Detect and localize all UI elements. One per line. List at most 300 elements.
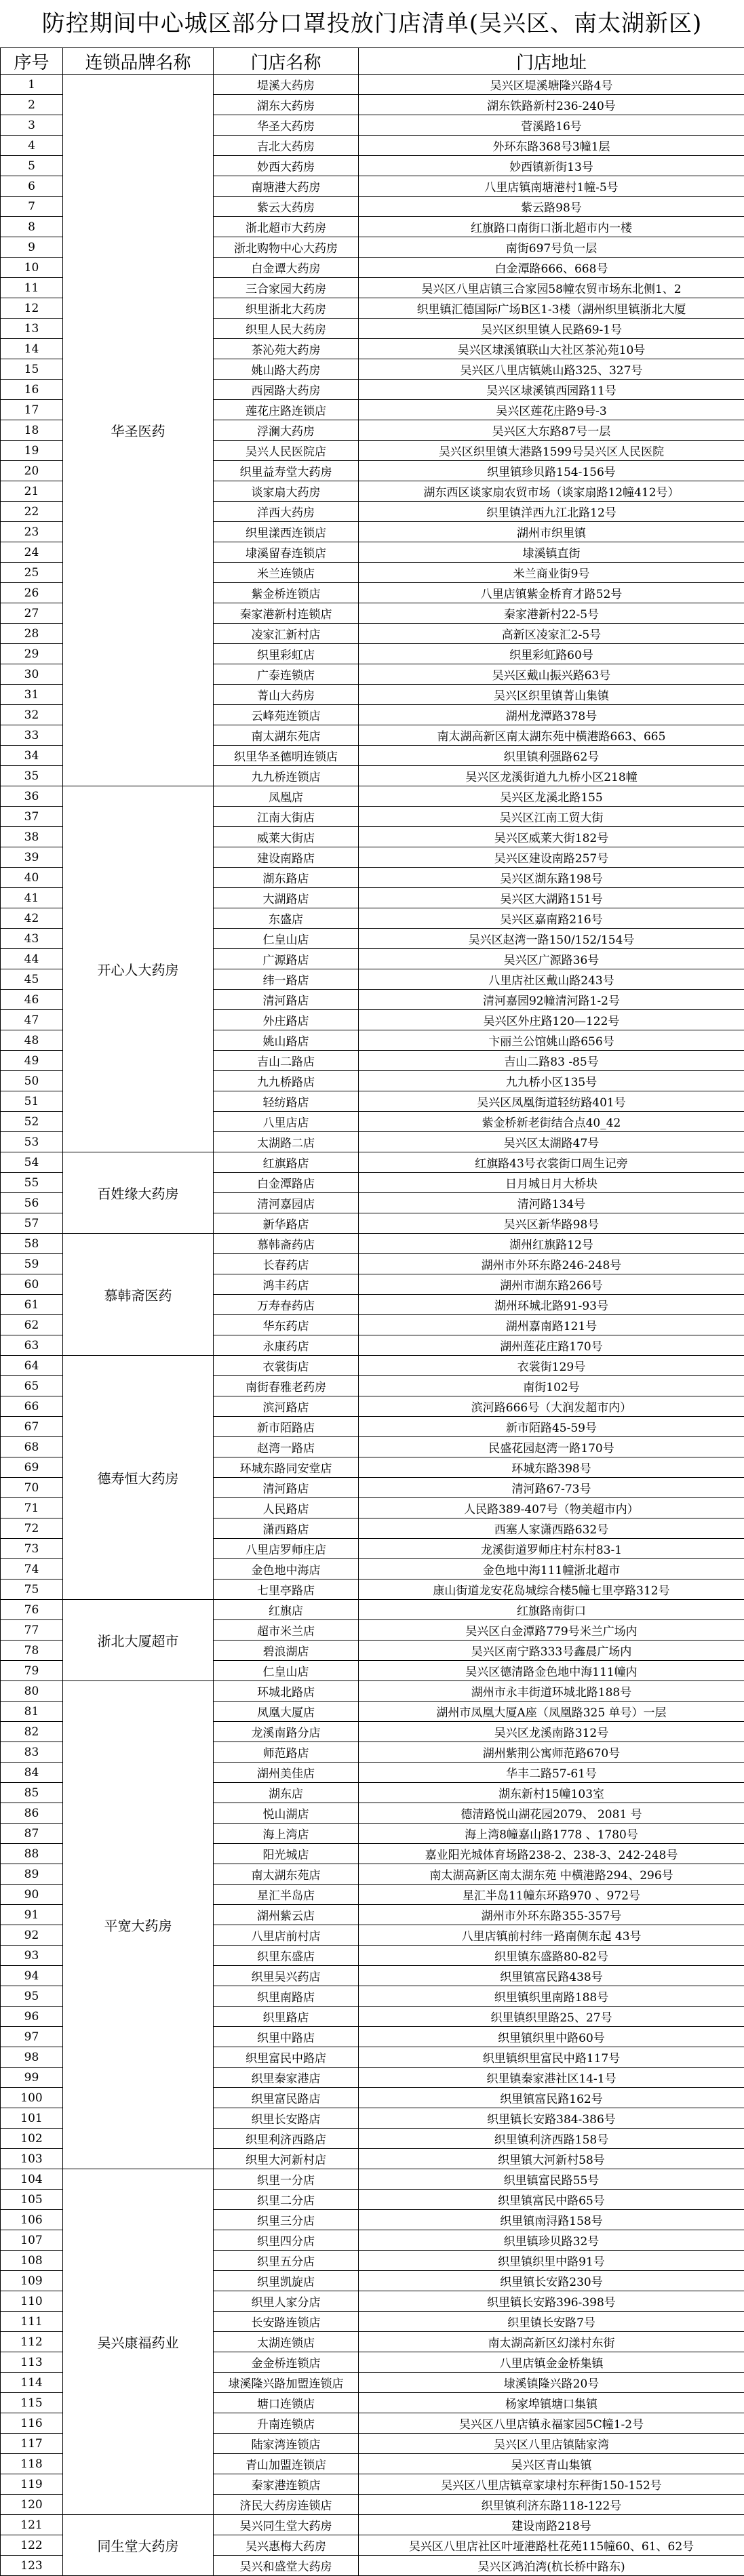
store-address: 织里镇大河新村58号 [359, 2149, 744, 2169]
store-address: 吴兴区大东路87号一层 [359, 420, 744, 441]
store-address: 吴兴区龙溪街道九九桥小区218幢 [359, 766, 744, 786]
store-address: 建设南路218号 [359, 2515, 744, 2535]
store-name: 妙西大药房 [214, 156, 359, 176]
store-address: 织里镇富民路55号 [359, 2169, 744, 2190]
store-name: 清河路店 [214, 1478, 359, 1498]
store-address: 织里镇珍贝路32号 [359, 2230, 744, 2251]
row-seq: 96 [1, 2007, 63, 2027]
store-address: 华丰二路57-61号 [359, 1763, 744, 1783]
store-name: 鸿丰药店 [214, 1274, 359, 1295]
store-address: 吴兴区堤溪塘隆兴路4号 [359, 75, 744, 95]
store-name: 碧浪湖店 [214, 1641, 359, 1661]
store-name: 海上湾店 [214, 1824, 359, 1844]
row-seq: 31 [1, 685, 63, 705]
store-name: 茶沁苑大药房 [214, 339, 359, 359]
brand-cell: 华圣医药 [63, 75, 214, 786]
store-name: 云峰苑连锁店 [214, 705, 359, 725]
store-address: 吴兴区八里店社区叶垭港路杜花苑115幢60、61、62号 [359, 2535, 744, 2556]
store-name: 吉北大药房 [214, 136, 359, 156]
row-seq: 35 [1, 766, 63, 786]
row-seq: 106 [1, 2210, 63, 2230]
store-name: 织里吴兴药店 [214, 1966, 359, 1986]
row-seq: 25 [1, 563, 63, 583]
store-name: 仁皇山店 [214, 1661, 359, 1681]
store-name: 秦家港新村连锁店 [214, 603, 359, 624]
store-name: 济民大药房连锁店 [214, 2495, 359, 2515]
brand-cell: 德寿恒大药房 [63, 1356, 214, 1600]
store-name: 师范路店 [214, 1742, 359, 1763]
row-seq: 66 [1, 1396, 63, 1417]
store-name: 白金潭路店 [214, 1173, 359, 1193]
store-name: 建设南路店 [214, 847, 359, 868]
store-name: 白金谭大药房 [214, 258, 359, 278]
store-address: 织里镇织里富民中路117号 [359, 2047, 744, 2068]
store-name: 八里店罗师庄店 [214, 1539, 359, 1559]
store-address: 杨家埠镇塘口集镇 [359, 2393, 744, 2413]
row-seq: 14 [1, 339, 63, 359]
header-row [1, 48, 744, 75]
store-address: 吴兴区德清路金色地中海111幢内 [359, 1661, 744, 1681]
store-table [0, 47, 744, 2576]
store-name: 织里东盛店 [214, 1946, 359, 1966]
row-seq: 3 [1, 115, 63, 136]
store-address: 织里镇织里中路60号 [359, 2027, 744, 2047]
store-address: 织里镇富民路438号 [359, 1966, 744, 1986]
store-address: 康山街道龙安花岛城综合楼5幢七里亭路312号 [359, 1579, 744, 1600]
row-seq: 109 [1, 2271, 63, 2291]
store-address: 吴兴区广源路36号 [359, 949, 744, 969]
store-address: 德清路悦山湖花园2079、 2081 号 [359, 1803, 744, 1824]
page-title: 防控期间中心城区部分口罩投放门店清单(吴兴区、南太湖新区) [0, 0, 744, 47]
store-address: 红旗路口南街口浙北超市内一楼 [359, 217, 744, 237]
row-seq: 80 [1, 1681, 63, 1702]
row-seq: 94 [1, 1966, 63, 1986]
row-seq: 17 [1, 400, 63, 420]
store-address: 织里镇织里中路91号 [359, 2251, 744, 2271]
store-address: 紫云路98号 [359, 197, 744, 217]
store-address: 秦家港新村22-5号 [359, 603, 744, 624]
row-seq: 123 [1, 2556, 63, 2576]
store-address: 白金潭路666、668号 [359, 258, 744, 278]
store-name: 南太湖东苑店 [214, 725, 359, 746]
row-seq: 29 [1, 644, 63, 664]
row-seq: 84 [1, 1763, 63, 1783]
row-seq: 38 [1, 827, 63, 847]
brand-cell: 百姓缘大药房 [63, 1152, 214, 1234]
store-name: 塘口连锁店 [214, 2393, 359, 2413]
store-name: 织里长安路店 [214, 2108, 359, 2129]
row-seq: 33 [1, 725, 63, 746]
row-seq: 54 [1, 1152, 63, 1173]
store-address: 清河路67-73号 [359, 1478, 744, 1498]
store-address: 九九桥小区135号 [359, 1071, 744, 1091]
row-seq: 61 [1, 1295, 63, 1315]
store-name: 织里秦家港店 [214, 2068, 359, 2088]
store-name: 凌家汇新村店 [214, 624, 359, 644]
store-name: 西园路大药房 [214, 380, 359, 400]
store-address: 衣裳街129号 [359, 1356, 744, 1376]
row-seq: 120 [1, 2495, 63, 2515]
store-name: 秦家港连锁店 [214, 2474, 359, 2495]
row-seq: 6 [1, 176, 63, 197]
row-seq: 50 [1, 1071, 63, 1091]
row-seq: 103 [1, 2149, 63, 2169]
store-address: 八里店镇南塘港村1幢-5号 [359, 176, 744, 197]
row-seq: 28 [1, 624, 63, 644]
store-address: 织里镇长安路396-398号 [359, 2291, 744, 2312]
row-seq: 58 [1, 1234, 63, 1254]
store-name: 环城东路同安堂店 [214, 1457, 359, 1478]
store-address: 湖东铁路新村236-240号 [359, 95, 744, 115]
store-name: 轻纺路店 [214, 1091, 359, 1112]
row-seq: 95 [1, 1986, 63, 2007]
row-seq: 115 [1, 2393, 63, 2413]
table-row [1, 1356, 744, 1376]
store-name: 织里凯旋店 [214, 2271, 359, 2291]
store-name: 赵湾一路店 [214, 1437, 359, 1457]
store-name: 纬一路店 [214, 969, 359, 990]
row-seq: 105 [1, 2190, 63, 2210]
row-seq: 73 [1, 1539, 63, 1559]
row-seq: 121 [1, 2515, 63, 2535]
store-name: 洋西大药房 [214, 502, 359, 522]
store-name: 织里富民中路店 [214, 2047, 359, 2068]
row-seq: 13 [1, 319, 63, 339]
store-address: 吴兴区织里镇人民路69-1号 [359, 319, 744, 339]
store-name: 织里五分店 [214, 2251, 359, 2271]
row-seq: 48 [1, 1030, 63, 1051]
store-address: 吴兴区太湖路47号 [359, 1132, 744, 1152]
table-row [1, 1681, 744, 1702]
store-name: 湖东店 [214, 1783, 359, 1803]
store-name: 太湖路二店 [214, 1132, 359, 1152]
row-seq: 63 [1, 1335, 63, 1356]
store-address: 织里镇利济西路158号 [359, 2129, 744, 2149]
store-address: 南太湖高新区南太湖东苑 中横港路294、296号 [359, 1864, 744, 1885]
store-address: 吴兴区凤凰街道轻纺路401号 [359, 1091, 744, 1112]
store-name: 菁山大药房 [214, 685, 359, 705]
store-name: 龙溪南路分店 [214, 1722, 359, 1742]
store-address: 吴兴区织里镇大港路1599号吴兴区人民医院 [359, 441, 744, 461]
store-name: 织里二分店 [214, 2190, 359, 2210]
row-seq: 98 [1, 2047, 63, 2068]
store-name: 悦山湖店 [214, 1803, 359, 1824]
row-seq: 99 [1, 2068, 63, 2088]
store-address: 妙西镇新街13号 [359, 156, 744, 176]
store-name: 环城北路店 [214, 1681, 359, 1702]
store-address: 湖州市凤凰大厦A座（凤凰路325 单号）一层 [359, 1702, 744, 1722]
row-seq: 19 [1, 441, 63, 461]
store-address: 新市陌路45-59号 [359, 1417, 744, 1437]
store-table-body [1, 75, 744, 2576]
store-address: 八里店镇前村纬一路南侧东起 43号 [359, 1925, 744, 1946]
store-name: 仁皇山店 [214, 929, 359, 949]
store-name: 金色地中海店 [214, 1559, 359, 1579]
row-seq: 69 [1, 1457, 63, 1478]
row-seq: 18 [1, 420, 63, 441]
store-address: 高新区凌家汇2-5号 [359, 624, 744, 644]
store-address: 外环东路368号3幢1层 [359, 136, 744, 156]
store-name: 清河路店 [214, 990, 359, 1010]
row-seq: 119 [1, 2474, 63, 2495]
row-seq: 87 [1, 1824, 63, 1844]
row-seq: 65 [1, 1376, 63, 1396]
row-seq: 86 [1, 1803, 63, 1824]
store-name: 南街春雅老药房 [214, 1376, 359, 1396]
row-seq: 47 [1, 1010, 63, 1030]
table-row [1, 1234, 744, 1254]
row-seq: 91 [1, 1905, 63, 1925]
store-name: 织里彩虹店 [214, 644, 359, 664]
store-address: 织里镇富民中路65号 [359, 2190, 744, 2210]
store-name: 堤溪大药房 [214, 75, 359, 95]
row-seq: 57 [1, 1213, 63, 1234]
row-seq: 67 [1, 1417, 63, 1437]
store-address: 织里镇织里南路188号 [359, 1986, 744, 2007]
store-address: 湖州嘉南路121号 [359, 1315, 744, 1335]
row-seq: 89 [1, 1864, 63, 1885]
row-seq: 82 [1, 1722, 63, 1742]
store-name: 三合家园大药房 [214, 278, 359, 298]
store-address: 湖州市外环东路355-357号 [359, 1905, 744, 1925]
store-address: 吴兴区白金潭路779号米兰广场内 [359, 1620, 744, 1641]
row-seq: 68 [1, 1437, 63, 1457]
store-address: 吴兴区大湖路151号 [359, 888, 744, 908]
store-address: 吴兴区埭溪镇西园路11号 [359, 380, 744, 400]
store-address: 民盛花园赵湾一路170号 [359, 1437, 744, 1457]
store-name: 姚山路店 [214, 1030, 359, 1051]
row-seq: 51 [1, 1091, 63, 1112]
store-name: 紫云大药房 [214, 197, 359, 217]
row-seq: 52 [1, 1112, 63, 1132]
row-seq: 62 [1, 1315, 63, 1335]
store-address: 红旗路43号衣裳街口周生记旁 [359, 1152, 744, 1173]
row-seq: 23 [1, 522, 63, 542]
store-name: 衣裳街店 [214, 1356, 359, 1376]
store-name: 吉山二路店 [214, 1051, 359, 1071]
store-name: 织里南路店 [214, 1986, 359, 2007]
row-seq: 92 [1, 1925, 63, 1946]
store-address: 吴兴区织里镇菁山集镇 [359, 685, 744, 705]
store-address: 织里镇珍贝路154-156号 [359, 461, 744, 481]
row-seq: 26 [1, 583, 63, 603]
row-seq: 40 [1, 868, 63, 888]
row-seq: 24 [1, 542, 63, 563]
store-address: 织里镇富民路162号 [359, 2088, 744, 2108]
store-name: 织里四分店 [214, 2230, 359, 2251]
store-address: 吉山二路83 -85号 [359, 1051, 744, 1071]
table-row [1, 786, 744, 807]
row-seq: 75 [1, 1579, 63, 1600]
store-name: 浮澜大药房 [214, 420, 359, 441]
store-address: 南太湖高新区南太湖东苑中横港路663、665 [359, 725, 744, 746]
store-address: 湖州环城北路91-93号 [359, 1295, 744, 1315]
store-name: 织里中路店 [214, 2027, 359, 2047]
store-address: 吴兴区赵湾一路150/152/154号 [359, 929, 744, 949]
store-address: 日月城日月大桥块 [359, 1173, 744, 1193]
store-address: 海上湾8幢嘉山路1778 、1780号 [359, 1824, 744, 1844]
store-address: 湖州市织里镇 [359, 522, 744, 542]
store-name: 华圣大药房 [214, 115, 359, 136]
store-name: 织里三分店 [214, 2210, 359, 2230]
store-name: 星汇半岛店 [214, 1885, 359, 1905]
store-name: 吴兴人民医院店 [214, 441, 359, 461]
row-seq: 111 [1, 2312, 63, 2332]
header-brand: 连锁品牌名称 [63, 48, 214, 75]
store-name: 吴兴惠梅大药房 [214, 2535, 359, 2556]
row-seq: 46 [1, 990, 63, 1010]
row-seq: 22 [1, 502, 63, 522]
row-seq: 76 [1, 1600, 63, 1620]
row-seq: 77 [1, 1620, 63, 1641]
store-name: 织里益寿堂大药房 [214, 461, 359, 481]
store-address: 人民路389-407号（物美超市内） [359, 1498, 744, 1518]
store-address: 南街102号 [359, 1376, 744, 1396]
row-seq: 43 [1, 929, 63, 949]
store-address: 菅溪路16号 [359, 115, 744, 136]
store-address: 吴兴区八里店镇三合家园58幢农贸市场东北侧1、2 [359, 278, 744, 298]
table-row [1, 2169, 744, 2190]
row-seq: 90 [1, 1885, 63, 1905]
store-name: 湖州美佳店 [214, 1763, 359, 1783]
store-address: 吴兴区龙溪北路155 [359, 786, 744, 807]
store-address: 织里镇织里路25、27号 [359, 2007, 744, 2027]
store-name: 潇西路店 [214, 1518, 359, 1539]
row-seq: 100 [1, 2088, 63, 2108]
row-seq: 41 [1, 888, 63, 908]
store-address: 八里店镇紫金桥育才路52号 [359, 583, 744, 603]
store-address: 吴兴区新华路98号 [359, 1213, 744, 1234]
store-name: 滨河路店 [214, 1396, 359, 1417]
store-address: 湖州红旗路12号 [359, 1234, 744, 1254]
store-name: 东盛店 [214, 908, 359, 929]
store-address: 卞丽兰公馆姚山路656号 [359, 1030, 744, 1051]
brand-cell: 慕韩斋医药 [63, 1234, 214, 1356]
store-address: 吴兴区外庄路120—122号 [359, 1010, 744, 1030]
store-name: 长安路连锁店 [214, 2312, 359, 2332]
table-row [1, 2515, 744, 2535]
row-seq: 81 [1, 1702, 63, 1722]
table-row [1, 1152, 744, 1173]
store-name: 织里人家分店 [214, 2291, 359, 2312]
store-address: 清河嘉园92幢清河路1-2号 [359, 990, 744, 1010]
row-seq: 101 [1, 2108, 63, 2129]
store-address: 织里彩虹路60号 [359, 644, 744, 664]
store-address: 吴兴区威莱大街182号 [359, 827, 744, 847]
row-seq: 5 [1, 156, 63, 176]
store-name: 织里利济西路店 [214, 2129, 359, 2149]
store-name: 太湖连锁店 [214, 2332, 359, 2352]
row-seq: 102 [1, 2129, 63, 2149]
store-name: 织里路店 [214, 2007, 359, 2027]
store-address: 湖州市外环东路246-248号 [359, 1254, 744, 1274]
row-seq: 34 [1, 746, 63, 766]
brand-cell: 同生堂大药房 [63, 2515, 214, 2576]
store-address: 湖东新村15幢103室 [359, 1783, 744, 1803]
store-name: 八里店店 [214, 1112, 359, 1132]
row-seq: 2 [1, 95, 63, 115]
row-seq: 20 [1, 461, 63, 481]
store-name: 紫金桥连锁店 [214, 583, 359, 603]
row-seq: 93 [1, 1946, 63, 1966]
row-seq: 44 [1, 949, 63, 969]
store-name: 织里一分店 [214, 2169, 359, 2190]
store-address: 湖州莲花庄路170号 [359, 1335, 744, 1356]
store-name: 金金桥连锁店 [214, 2352, 359, 2373]
store-address: 西塞人家潇西路632号 [359, 1518, 744, 1539]
row-seq: 30 [1, 664, 63, 685]
store-name: 人民路店 [214, 1498, 359, 1518]
store-address: 吴兴区八里店镇章家埭村东秤街150-152号 [359, 2474, 744, 2495]
store-address: 吴兴区南宁路333号鑫晨广场内 [359, 1641, 744, 1661]
store-name: 红旗路店 [214, 1152, 359, 1173]
row-seq: 55 [1, 1173, 63, 1193]
row-seq: 8 [1, 217, 63, 237]
table-row [1, 75, 744, 95]
store-name: 吴兴同生堂大药房 [214, 2515, 359, 2535]
store-name: 凤凰大厦店 [214, 1702, 359, 1722]
store-address: 米兰商业街9号 [359, 563, 744, 583]
store-address: 滨河路666号（大润发超市内） [359, 1396, 744, 1417]
row-seq: 49 [1, 1051, 63, 1071]
store-address: 吴兴区湖东路198号 [359, 868, 744, 888]
row-seq: 108 [1, 2251, 63, 2271]
row-seq: 85 [1, 1783, 63, 1803]
row-seq: 36 [1, 786, 63, 807]
store-name: 南太湖东苑店 [214, 1864, 359, 1885]
store-name: 埭溪留春连锁店 [214, 542, 359, 563]
table-row [1, 1600, 744, 1620]
store-name: 南塘港大药房 [214, 176, 359, 197]
row-seq: 110 [1, 2291, 63, 2312]
header-address: 门店地址 [359, 48, 744, 75]
row-seq: 122 [1, 2535, 63, 2556]
store-address: 吴兴区八里店镇陆家湾 [359, 2434, 744, 2454]
store-address: 织里镇利济东路118-122号 [359, 2495, 744, 2515]
store-name: 八里店前村店 [214, 1925, 359, 1946]
store-address: 星汇半岛11幢东环路970 、972号 [359, 1885, 744, 1905]
store-name: 七里亭路店 [214, 1579, 359, 1600]
row-seq: 16 [1, 380, 63, 400]
brand-cell: 平宽大药房 [63, 1681, 214, 2169]
row-seq: 117 [1, 2434, 63, 2454]
row-seq: 113 [1, 2352, 63, 2373]
store-name: 凤凰店 [214, 786, 359, 807]
row-seq: 97 [1, 2027, 63, 2047]
row-seq: 10 [1, 258, 63, 278]
store-address: 八里店社区戴山路243号 [359, 969, 744, 990]
store-address: 南街697号负一层 [359, 237, 744, 258]
store-name: 织里漾西连锁店 [214, 522, 359, 542]
row-seq: 71 [1, 1498, 63, 1518]
store-name: 吴兴和盛堂大药房 [214, 2556, 359, 2576]
store-name: 万寿春药店 [214, 1295, 359, 1315]
store-name: 慕韩斋药店 [214, 1234, 359, 1254]
store-name: 织里富民路店 [214, 2088, 359, 2108]
store-address: 金色地中海111幢浙北超市 [359, 1559, 744, 1579]
row-seq: 78 [1, 1641, 63, 1661]
store-address: 吴兴区莲花庄路9号-3 [359, 400, 744, 420]
store-address: 吴兴区埭溪镇联山大社区茶沁苑10号 [359, 339, 744, 359]
store-name: 阳光城店 [214, 1844, 359, 1864]
row-seq: 37 [1, 807, 63, 827]
row-seq: 4 [1, 136, 63, 156]
store-address: 环城东路398号 [359, 1457, 744, 1478]
store-address: 织里镇长安路384-386号 [359, 2108, 744, 2129]
store-name: 外庄路店 [214, 1010, 359, 1030]
store-name: 姚山路大药房 [214, 359, 359, 380]
store-address: 埭溪镇隆兴路20号 [359, 2373, 744, 2393]
